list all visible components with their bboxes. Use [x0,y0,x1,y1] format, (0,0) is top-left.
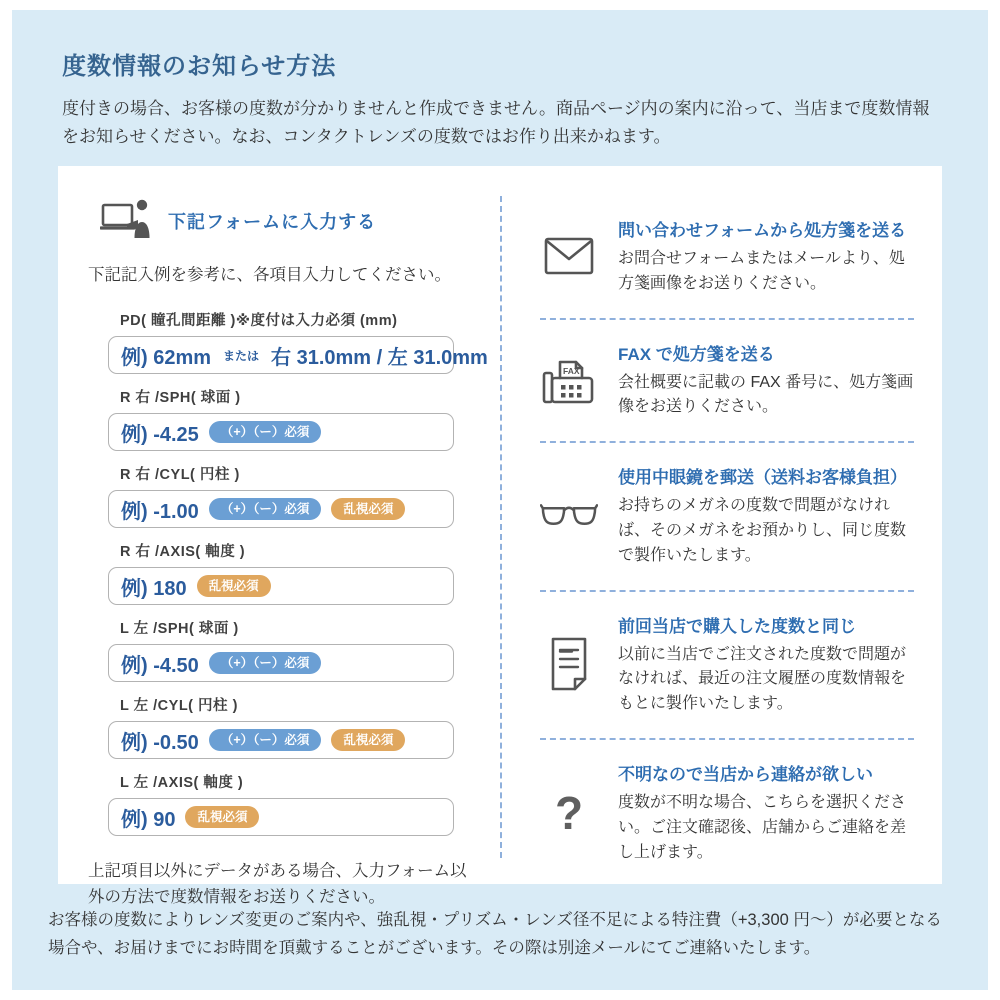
example-or-text: または [223,348,260,363]
methods-column [500,196,942,861]
example-box-pd [108,336,488,374]
method-heading: FAX で処方箋を送る [618,344,775,364]
footer-note: お客様の度数によりレンズ変更のご案内や、強乱視・プリズム・レンズ径不足による特注費（+3,300 円〜）が必要となる場合や、お届けまでにお時間を頂戴することがございます。その際は別途メールにてご連絡いたします。 [48,911,942,958]
page-title: 度数情報のお知らせ方法 [62,53,337,80]
required-sign-badge: （+）（ー）必須 [209,729,322,752]
required-sign-badge: （+）（ー）必須 [209,498,322,521]
form-guide-heading: 下記フォームに入力する [168,211,377,232]
document-icon [540,637,598,691]
field-l-axis [108,771,454,836]
method-previous-order [540,592,914,740]
field-r-axis [108,540,454,605]
form-instruction: 下記記入例を参考に、各項目入力してください。 [88,266,451,285]
astigmatism-required-badge: 乱視必須 [197,575,271,598]
field-label: L 左 /CYL( 円柱 ) [120,698,238,715]
required-sign-badge: （+）（ー）必須 [209,652,322,675]
method-text [618,463,914,568]
example-box-r-cyl [108,490,454,528]
field-label: PD( 瞳孔間距離 )※度付は入力必須 (mm) [120,313,398,330]
field-label: L 左 /SPH( 球面 ) [120,621,239,638]
question-icon [540,786,598,839]
example-value: 例) -1.00 [121,500,199,523]
method-body: 度数が不明な場合、こちらを選択ください。ご注文確認後、店舗からご連絡を差し上げます。 [618,794,907,861]
form-fields [108,309,488,836]
method-heading: 使用中眼鏡を郵送（送料お客様負担） [618,468,907,488]
method-contact-form [540,196,914,320]
method-fax [540,320,914,444]
example-box-l-axis [108,798,454,836]
astigmatism-required-badge: 乱視必須 [185,806,259,829]
field-pd [108,309,488,374]
mail-icon [540,237,598,275]
method-body: 会社概要に記載の FAX 番号に、処方箋画像をお送りください。 [618,373,914,416]
example-value: 例) 62mm [121,346,212,369]
example-value: 例) 180 [121,577,187,600]
method-unknown-contact [540,740,914,886]
pc-user-icon [100,198,152,243]
header [12,10,988,150]
method-heading: 不明なので当店から連絡が欲しい [618,765,873,785]
method-text [618,612,914,717]
example-value: 例) -0.50 [121,731,199,754]
field-l-cyl [108,694,454,759]
method-body: 以前に当店でご注文された度数で問題がなければ、最近の注文履歴の度数情報をもとに製作いたします。 [618,645,907,713]
example-value: 例) 90 [121,808,176,831]
method-heading: 前回当店で購入した度数と同じ [618,616,856,636]
astigmatism-required-badge: 乱視必須 [331,729,405,752]
example-box-l-cyl [108,721,454,759]
field-label: R 右 /CYL( 円柱 ) [120,467,240,484]
method-body: お問合せフォームまたはメールより、処方箋画像をお送りください。 [618,250,905,292]
example-box-r-axis [108,567,454,605]
astigmatism-required-badge: 乱視必須 [331,498,405,521]
fax-icon [540,356,598,404]
method-mail-glasses [540,443,914,591]
example-value: 例) -4.50 [121,654,199,677]
example-value: 例) -4.25 [121,423,199,446]
example-box-l-sph [108,644,454,682]
question-glyph: ? [554,786,584,839]
page-intro: 度付きの場合、お客様の度数が分かりませんと作成できません。商品ページ内の案内に沿って、当店まで度数情報をお知らせください。なお、コンタクトレンズの度数ではお作り出来かねます。 [62,99,930,146]
main-card [58,166,942,907]
method-text [618,340,914,421]
field-label: R 右 /SPH( 球面 ) [120,390,241,407]
required-sign-badge: （+）（ー）必須 [209,421,322,444]
page-background [12,10,988,990]
method-heading: 問い合わせフォームから処方箋を送る [618,221,907,241]
method-text [618,760,914,865]
field-l-sph [108,617,454,682]
form-note: 上記項目以外にデータがある場合、入力フォーム以外の方法で度数情報をお送りください。 [88,862,467,907]
method-body: お持ちのメガネの度数で問題がなければ、そのメガネをお預かりし、同じ度数で製作いたします。 [618,497,907,564]
field-label: R 右 /AXIS( 軸度 ) [120,544,246,561]
field-r-sph [108,386,454,451]
form-guide-header [100,198,500,243]
svg-text:FAX: FAX [563,365,580,376]
example-value: 右 31.0mm / 左 31.0mm [271,346,488,369]
method-text [618,216,914,297]
field-r-cyl [108,463,454,528]
field-label: L 左 /AXIS( 軸度 ) [120,775,244,792]
form-guide-column [58,166,500,907]
glasses-icon [540,502,598,530]
example-box-r-sph [108,413,454,451]
